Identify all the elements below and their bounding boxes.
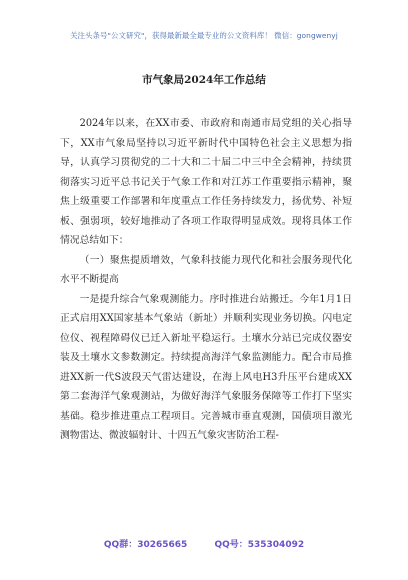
paragraph-item-1: 一是提升综合气象观测能力。序时推进台站搬迁。今年1月1日正式启用XX国家基本气象站（新址）并顺利实现业务切换。闪电定位仪、视程障碍仪已迁入新址平稳运行。土壤水分站已完成仪器安装及土壤水文参数测定。持续提高海洋气象监测能力。配合市局推进XX新一代S波段天气雷达建设，在海上风电H3升压平台建成XX第二套海洋气象观测站，为做好海洋气象服务保障等工作打下坚实基础。稳步推进重点工程项目。完善城市垂直观测，国债项目激光测物雷达、微波辐射计、十四五气象灾害防治工程-	[60, 293, 352, 441]
footer-qq-group: QQ群：30265665	[103, 540, 188, 550]
footer-qq-number: QQ号：535304092	[214, 540, 305, 550]
paragraph-intro: 2024年以来，在XX市委、市政府和南通市局党组的关心指导下，XX市气象局坚持以习近平新时代中国特色社会主义思想为指导，认真学习贯彻党的二十大和二十届二中三中全会精神，持续贯彻落实习近平总书记关于气象工作和对江苏工作重要指示精神，聚焦上级重要工作部署和年度重点工作任务持续发力，扬优势、补短板、强弱项，较好地推动了各项工作取得明显成效。现将具体工作情况总结如下：	[60, 118, 352, 246]
section-heading: （一）聚焦提质增效，气象科技能力现代化和社会服务现代化水平不断提高	[60, 254, 352, 285]
header-banner: 关注头条号"公文研究"，获得最新最全最专业的公文资料库！ 微信：gongwenyj	[70, 31, 338, 40]
document-title: 市气象局2024年工作总结	[142, 74, 266, 86]
footer	[0, 537, 408, 550]
document-body	[60, 114, 352, 446]
